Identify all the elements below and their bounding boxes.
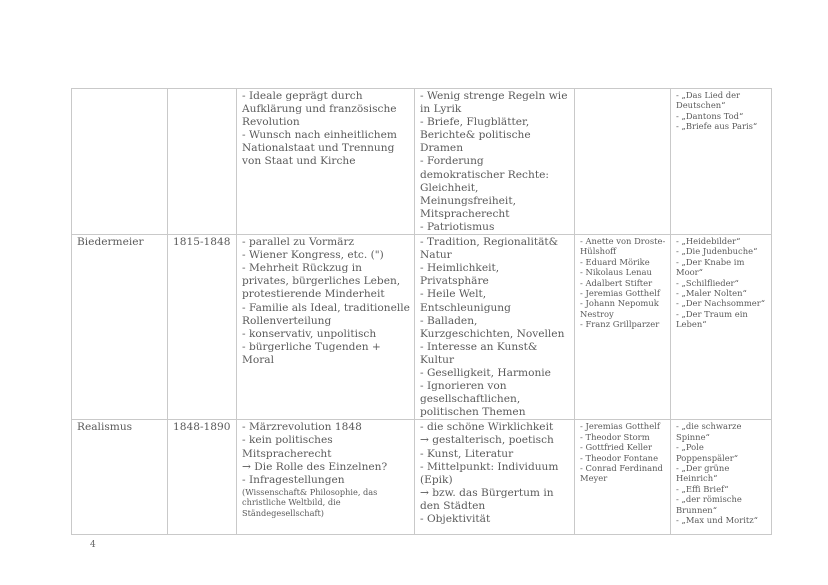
table-row-realismus [72,420,772,535]
author-item: - Theodor Fontane [580,452,659,463]
epoch-cell: Biedermeier [72,235,168,420]
author-item: - Adalbert Stifter [580,277,653,288]
table-row-vormaerz [72,89,772,235]
work-item: - „Die Judenbuche“ [676,246,758,257]
work-item: - „Der grüne Heinrich“ [676,462,730,484]
work-item: - „Maler Nolten“ [676,288,747,299]
characteristic-item: - Objektivität [420,513,491,525]
characteristic-item: - Briefe, Flugblätter, Berichte& politische Dramen [420,116,531,155]
epoch-cell: Realismus [72,420,168,535]
works-cell [671,235,772,420]
work-item: - „Effi Brief“ [676,483,729,494]
work-item: - „Der Nachsommer“ [676,298,766,309]
background-item: → Die Rolle des Einzelnen? [242,460,388,473]
work-item: - „Max und Moritz“ [676,515,758,525]
work-item: - „Schilflieder“ [676,277,739,288]
authors-cell [575,89,671,235]
characteristic-item: - Tradition, Regionalität& Natur [420,236,559,262]
work-item: - „Pole Poppenspäler“ [676,442,738,463]
authors-cell [575,235,671,420]
period-cell: 1848-1890 [168,420,237,535]
characteristic-item: - Forderung demokratischer Rechte: Gleichheit, Meinungsfreiheit, Mitspracherecht [420,155,549,220]
characteristic-item: - Mittelpunkt: Individuum (Epik) [420,460,559,486]
period-cell [168,89,237,235]
background-item: - Wiener Kongress, etc. (") [242,249,384,262]
author-item: - Jeremias Gotthelf [580,421,660,432]
author-item: - Franz Grillparzer [580,319,660,330]
background-item: - Wunsch nach einheitlichem Nationalstaat und Trennung von Staat und Kirche [242,129,397,168]
work-item: - „Dantons Tod“ [676,110,744,121]
background-item: - kein politisches Mitspracherecht [242,434,333,460]
characteristic-item: - Heimlichkeit, Privatsphäre [420,262,500,288]
works-cell [671,89,772,235]
characteristic-item: - Interesse an Kunst& Kultur [420,340,538,366]
characteristic-item: - Ignorieren von gesellschaftlichen, politischen Themen [420,380,526,419]
work-item: - „der römische Brunnen“ [676,494,742,515]
author-item: - Johann Nepomuk Nestroy [580,298,659,319]
characteristic-item: - Heile Welt, Entschleunigung [420,288,511,314]
author-item: - Gottfried Keller [580,442,653,453]
characteristics-cell [415,420,575,535]
author-item: - Eduard Mörike [580,256,650,267]
characteristics-cell [415,235,575,420]
background-item: - parallel zu Vormärz [242,236,355,249]
characteristic-item: → bzw. das Bürgertum in den Städten [420,486,554,512]
background-note: (Wissenschaft& Philosophie, das christliche Weltbild, die Ständegesellschaft) [242,486,378,518]
author-item: - Anette von Droste-Hülshoff [580,236,666,257]
characteristic-item: - Geselligkeit, Harmonie [420,366,551,379]
author-item: - Conrad Ferdinand Meyer [580,462,663,484]
characteristic-item: - Balladen, Kurzgeschichten, Novellen [420,314,565,340]
characteristic-item: - Patriotismus [420,220,495,233]
background-item: - bürgerliche Tugenden + Moral [242,340,381,366]
work-item: - „die schwarze Spinne“ [676,421,742,442]
background-item: - konservativ, unpolitisch [242,327,377,340]
background-cell [237,235,415,420]
characteristic-item: → gestalterisch, poetisch [420,434,554,447]
period-cell: 1815-1848 [168,235,237,420]
background-item: - Märzrevolution 1848 [242,421,362,434]
work-item: - „Das Lied der Deutschen“ [676,90,741,111]
characteristic-item: - Kunst, Literatur [420,447,514,460]
works-cell [671,420,772,535]
background-cell [237,89,415,235]
background-item: - Infragestellungen [242,473,345,486]
background-item: - Mehrheit Rückzug in privates, bürgerliches Leben, protestierende Minderheit [242,262,401,301]
background-cell [237,420,415,535]
author-item: - Jeremias Gotthelf [580,288,660,299]
author-item: - Nikolaus Lenau [580,267,652,278]
page-number: 4 [90,540,96,550]
characteristics-cell [415,89,575,235]
work-item: - „Der Knabe im Moor“ [676,256,745,278]
work-item: - „Briefe aus Paris“ [676,121,758,132]
author-item: - Theodor Storm [580,431,650,442]
characteristic-item: - Wenig strenge Regeln wie in Lyrik [420,90,568,116]
background-item: - Familie als Ideal, traditionelle Rollenverteilung [242,301,410,327]
literature-epochs-table [71,88,772,535]
background-item: - Ideale geprägt durch Aufklärung und französische Revolution [242,90,397,129]
work-item: - „Heidebilder“ [676,236,741,247]
work-item: - „Der Traum ein Leben“ [676,308,748,330]
epoch-cell [72,89,168,235]
characteristic-item: - die schöne Wirklichkeit [420,421,554,434]
table-row-biedermeier [72,235,772,420]
authors-cell [575,420,671,535]
